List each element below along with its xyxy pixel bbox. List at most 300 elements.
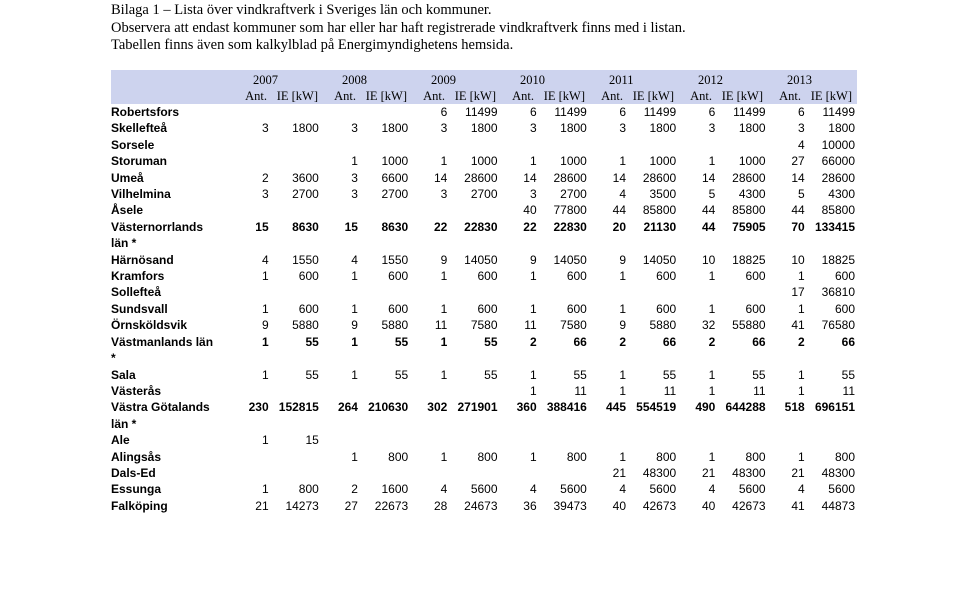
row-name [111, 367, 231, 383]
ie-cell [537, 284, 589, 300]
ie-cell: 388416 [546, 400, 587, 415]
table-row [111, 268, 857, 284]
ie-cell [715, 284, 767, 300]
ant-cell [321, 202, 358, 218]
ie-cell: 21130 [643, 219, 677, 234]
ant-cell: 14 [523, 170, 537, 185]
ant-cell [321, 284, 358, 300]
ie-cell: 600 [656, 301, 677, 316]
table-row [111, 186, 857, 202]
ie-cell [447, 284, 499, 300]
ie-cell [269, 137, 321, 153]
ant-cell: 1 [351, 449, 358, 464]
row-name [111, 170, 231, 186]
ant-cell [410, 137, 447, 153]
ant-cell: 4 [440, 482, 448, 497]
ie-cell: 271901 [457, 400, 498, 415]
ie-cell: 2700 [470, 187, 498, 202]
ie-cell [358, 104, 410, 120]
ant-cell [410, 284, 447, 300]
ant-column-header: Ant. [601, 89, 623, 103]
ie-cell: 48300 [821, 465, 855, 480]
ie-cell: 644288 [725, 400, 766, 415]
ie-cell: 11 [663, 383, 677, 398]
ant-cell [500, 137, 537, 153]
row-name [111, 481, 231, 497]
ie-cell: 11499 [465, 105, 498, 119]
ie-cell: 2700 [381, 187, 409, 202]
ie-cell [269, 202, 321, 218]
ie-cell: 77800 [553, 203, 587, 218]
ant-cell [321, 137, 358, 153]
table-row [111, 104, 857, 120]
ie-cell: 600 [388, 301, 409, 316]
ant-cell: 1 [708, 301, 716, 316]
ie-cell: 66000 [821, 154, 855, 169]
ie-cell: 800 [656, 449, 677, 464]
ant-cell: 3 [261, 121, 269, 136]
ie-cell [358, 465, 410, 481]
ie-cell: 55880 [732, 318, 766, 333]
ie-cell: 696151 [814, 400, 855, 415]
table-row [111, 432, 857, 448]
row-name-line: Dals-Ed [111, 465, 156, 480]
ie-cell: 6600 [381, 170, 409, 185]
ie-cell: 24673 [464, 498, 498, 513]
ant-cell: 4 [261, 252, 269, 267]
table-row [111, 399, 857, 432]
ant-cell: 3 [440, 187, 448, 202]
ie-cell: 22830 [553, 219, 587, 234]
ie-cell: 66 [752, 334, 766, 349]
ant-cell: 9 [261, 318, 269, 333]
ie-cell: 5600 [470, 482, 498, 497]
ant-cell: 6 [708, 105, 716, 119]
ant-cell: 1 [529, 301, 537, 316]
ant-cell: 6 [619, 105, 626, 119]
ant-cell: 32 [701, 318, 716, 333]
ant-cell: 2 [351, 482, 358, 497]
ie-cell: 600 [745, 301, 766, 316]
ant-cell: 4 [619, 187, 626, 202]
ant-cell: 3 [440, 121, 448, 136]
ie-cell [805, 432, 857, 448]
ant-cell: 1 [529, 383, 537, 398]
ant-cell: 1 [529, 269, 537, 284]
ie-cell: 1800 [470, 121, 498, 136]
ant-cell: 3 [261, 187, 269, 202]
ie-cell: 15 [305, 433, 319, 448]
ie-cell: 800 [566, 449, 587, 464]
ant-cell [321, 383, 358, 399]
ie-cell: 28600 [464, 170, 498, 185]
row-name-line: Robertsfors [111, 105, 180, 119]
ie-cell [269, 153, 321, 169]
ant-cell: 1 [440, 154, 448, 169]
row-name [111, 449, 231, 465]
ie-cell [715, 137, 767, 153]
ie-cell: 11 [574, 383, 587, 398]
row-name [111, 202, 231, 218]
ant-cell [231, 449, 268, 465]
ant-cell [500, 284, 537, 300]
ie-cell: 14050 [464, 252, 498, 267]
ie-cell: 55 [305, 367, 319, 382]
ie-cell: 600 [566, 301, 587, 316]
ie-cell: 800 [477, 449, 498, 464]
row-name-line-2: län * [111, 236, 137, 251]
table-row [111, 367, 857, 383]
ie-cell: 48300 [642, 465, 677, 480]
ie-cell: 39473 [553, 498, 587, 513]
ant-cell: 40 [523, 203, 537, 218]
table-row [111, 153, 857, 169]
ant-cell: 1 [708, 449, 716, 464]
ant-cell: 1 [798, 383, 805, 398]
ie-cell: 5600 [738, 482, 766, 497]
ant-cell: 21 [701, 465, 716, 480]
ant-cell: 9 [529, 252, 537, 267]
ie-cell: 210630 [368, 400, 409, 415]
ie-cell: 66 [573, 334, 587, 349]
row-name-line: Härnösand [111, 252, 174, 267]
ie-cell: 11 [842, 383, 855, 398]
ie-cell: 5880 [649, 318, 677, 333]
ant-cell: 36 [523, 498, 537, 513]
ie-cell: 14050 [642, 252, 677, 267]
ant-cell: 2 [798, 334, 805, 349]
ant-cell: 3 [619, 121, 626, 136]
ie-cell: 554519 [636, 400, 677, 415]
ie-cell: 28600 [732, 170, 766, 185]
ant-cell [589, 284, 626, 300]
ant-column-header: Ant. [245, 89, 267, 103]
ant-cell: 44 [612, 203, 626, 218]
ant-cell: 1 [351, 154, 358, 169]
ant-cell: 3 [529, 121, 537, 136]
intro-line-2: Observera att endast kommuner som har eller har haft registrerade vindkraftverk finns med i listan. [111, 19, 686, 36]
ie-column-header: IE [kW] [365, 89, 407, 103]
ant-cell: 14 [612, 170, 626, 185]
ie-column-header: IE [kW] [276, 89, 318, 103]
ie-cell: 5880 [381, 318, 409, 333]
table-row [111, 383, 857, 399]
ant-cell: 1 [261, 482, 269, 497]
table-header [111, 70, 857, 104]
ant-cell: 21 [255, 498, 269, 513]
ie-cell: 800 [834, 449, 855, 464]
ant-cell: 3 [351, 187, 358, 202]
ie-cell [626, 284, 678, 300]
ant-cell: 6 [798, 105, 805, 119]
ie-cell: 7580 [560, 318, 587, 333]
ant-cell: 3 [529, 187, 537, 202]
ant-cell: 1 [798, 301, 805, 316]
table-row [111, 481, 857, 497]
year-header: 2008 [342, 73, 367, 87]
ie-cell: 600 [477, 301, 498, 316]
ie-cell [358, 202, 410, 218]
table-row [111, 252, 857, 268]
ie-cell: 133415 [814, 219, 855, 234]
ant-cell: 44 [701, 203, 716, 218]
ant-cell: 41 [791, 498, 805, 513]
table-row [111, 120, 857, 136]
ant-cell: 4 [619, 482, 626, 497]
table-row [111, 202, 857, 218]
ant-cell [500, 432, 537, 448]
table-row [111, 219, 857, 252]
ant-cell: 1 [351, 367, 358, 382]
ie-cell: 28600 [553, 170, 587, 185]
ant-cell: 41 [791, 318, 805, 333]
ie-cell: 11499 [643, 105, 677, 119]
ant-cell [231, 202, 268, 218]
ant-cell: 15 [255, 219, 269, 234]
ant-cell [589, 432, 626, 448]
ie-cell: 18825 [821, 252, 855, 267]
ant-cell: 4 [351, 252, 358, 267]
ie-cell [269, 383, 321, 399]
ant-cell [410, 383, 447, 399]
row-name-line: Sundsvall [111, 301, 168, 316]
ie-cell: 14050 [553, 252, 587, 267]
row-name-line: Västra Götalands [111, 400, 210, 415]
row-name [111, 104, 231, 120]
ie-cell: 4300 [738, 187, 766, 202]
row-name-line-2: län * [111, 416, 137, 431]
ie-cell: 5600 [828, 482, 855, 497]
ant-cell: 1 [261, 433, 269, 448]
ie-cell [447, 202, 499, 218]
ant-cell: 1 [440, 367, 448, 382]
ant-cell: 1 [708, 383, 716, 398]
row-name-line: Umeå [111, 170, 144, 185]
ie-cell: 11499 [733, 105, 766, 119]
row-name-line: Sala [111, 367, 136, 382]
ie-cell: 85800 [732, 203, 766, 218]
ie-cell: 10000 [821, 137, 855, 152]
intro-line-3: Tabellen finns även som kalkylblad på Energimyndighetens hemsida. [111, 37, 514, 53]
ant-cell: 40 [612, 498, 626, 513]
ant-cell: 302 [427, 400, 448, 415]
ie-cell: 600 [388, 269, 409, 284]
ant-cell: 4 [798, 137, 805, 152]
row-name [111, 252, 231, 268]
ie-cell: 4300 [828, 187, 855, 202]
ie-cell: 55 [484, 367, 498, 382]
ie-column-header: IE [kW] [454, 89, 496, 103]
ant-cell: 22 [523, 219, 537, 234]
ant-cell: 28 [433, 498, 448, 513]
ant-cell: 11 [434, 318, 448, 333]
ant-cell: 70 [791, 219, 805, 234]
row-name-line: Västerås [111, 383, 162, 398]
ie-cell: 1550 [381, 252, 409, 267]
ant-column-header: Ant. [334, 89, 356, 103]
ant-cell: 445 [605, 400, 626, 415]
ant-cell: 44 [701, 219, 716, 234]
ie-cell: 5600 [560, 482, 587, 497]
ie-cell [269, 104, 321, 120]
ant-cell: 264 [337, 400, 358, 415]
wind-power-table [111, 70, 857, 514]
ie-cell: 800 [298, 482, 319, 497]
ie-cell [537, 137, 589, 153]
ie-cell: 600 [834, 269, 855, 284]
ant-cell: 1 [351, 301, 358, 316]
ie-column-header: IE [kW] [721, 89, 763, 103]
ie-cell: 28600 [821, 170, 855, 185]
ie-cell: 55 [573, 367, 587, 382]
ant-cell: 4 [798, 482, 805, 497]
ie-cell: 66 [841, 334, 855, 349]
ant-cell [321, 465, 358, 481]
row-name-line-2: * [111, 351, 116, 366]
ie-cell: 55 [394, 367, 409, 382]
ie-cell: 1800 [828, 121, 855, 136]
ie-cell [447, 137, 499, 153]
ie-cell: 1800 [649, 121, 677, 136]
row-name-line: Alingsås [111, 449, 162, 464]
ie-cell: 1000 [560, 154, 587, 169]
ant-cell: 1 [261, 269, 269, 284]
ie-cell: 18825 [732, 252, 766, 267]
row-name [111, 465, 231, 481]
ie-cell: 3600 [292, 170, 319, 185]
ant-cell: 2 [529, 334, 537, 349]
ant-column-header: Ant. [690, 89, 712, 103]
ant-cell: 1 [529, 367, 537, 382]
row-name [111, 334, 231, 367]
row-name [111, 383, 231, 399]
ant-cell: 15 [344, 219, 358, 234]
row-name-line: Skellefteå [111, 121, 168, 136]
ie-cell: 5600 [649, 482, 677, 497]
ie-cell: 48300 [732, 465, 766, 480]
ie-cell [715, 432, 767, 448]
ie-cell [358, 383, 410, 399]
ant-cell: 2 [619, 334, 626, 349]
ie-cell: 1800 [560, 121, 587, 136]
ant-cell: 1 [619, 269, 626, 284]
ie-cell: 36810 [821, 285, 855, 300]
ant-cell: 10 [701, 252, 716, 267]
ant-cell [231, 104, 268, 120]
ie-cell: 1800 [292, 121, 319, 136]
ie-cell: 600 [745, 269, 766, 284]
ant-cell: 14 [701, 170, 716, 185]
ie-cell: 1000 [381, 154, 409, 169]
ie-cell: 44873 [821, 498, 855, 513]
ant-cell: 1 [798, 269, 805, 284]
ant-cell: 6 [440, 105, 448, 119]
ant-cell: 17 [791, 285, 805, 300]
ant-cell: 518 [784, 400, 805, 415]
ie-cell: 22673 [374, 498, 409, 513]
intro-text [111, 2, 686, 55]
ie-cell: 55 [394, 334, 409, 349]
ant-cell [589, 137, 626, 153]
ie-cell: 600 [298, 301, 319, 316]
ant-cell: 1 [529, 449, 537, 464]
ie-cell: 85800 [821, 203, 855, 218]
row-name [111, 284, 231, 300]
ant-cell [678, 137, 715, 153]
ant-cell: 1 [708, 154, 716, 169]
row-name [111, 317, 231, 333]
ant-cell: 21 [612, 465, 626, 480]
ie-cell: 22830 [464, 219, 498, 234]
ant-cell: 20 [612, 219, 626, 234]
ie-cell [447, 383, 499, 399]
table-row [111, 334, 857, 367]
ie-cell: 1550 [292, 252, 319, 267]
ie-cell [537, 432, 589, 448]
ant-cell: 11 [524, 318, 537, 333]
row-name-line: Storuman [111, 154, 168, 169]
ant-cell: 9 [619, 252, 626, 267]
table-row [111, 170, 857, 186]
row-name-line: Ale [111, 433, 130, 448]
ant-cell: 1 [619, 154, 626, 169]
ie-cell: 600 [834, 301, 855, 316]
ie-cell: 1000 [738, 154, 766, 169]
ant-cell: 2 [261, 170, 269, 185]
ie-cell: 1000 [470, 154, 498, 169]
ie-cell [626, 137, 678, 153]
ant-column-header: Ant. [512, 89, 534, 103]
ie-cell: 2700 [560, 187, 587, 202]
ant-cell: 360 [516, 400, 537, 415]
ie-cell: 600 [298, 269, 319, 284]
row-name-line: Åsele [111, 203, 144, 218]
table-row [111, 498, 857, 514]
ant-cell: 1 [440, 334, 448, 349]
ant-cell: 1 [798, 449, 805, 464]
row-name [111, 120, 231, 136]
year-header: 2011 [609, 73, 634, 87]
ie-cell: 75905 [732, 219, 766, 234]
ant-cell: 1 [261, 301, 269, 316]
ant-cell [321, 432, 358, 448]
ant-cell [321, 104, 358, 120]
row-name-line: Kramfors [111, 269, 165, 284]
ie-cell: 7580 [470, 318, 498, 333]
table-row [111, 449, 857, 465]
table-row [111, 465, 857, 481]
ant-cell: 1 [708, 269, 716, 284]
row-name-line: Sorsele [111, 137, 155, 152]
year-header: 2013 [787, 73, 812, 87]
ant-cell: 14 [791, 170, 805, 185]
ie-cell [626, 432, 678, 448]
ant-cell: 490 [695, 400, 716, 415]
ant-cell: 5 [798, 187, 805, 202]
ant-cell [768, 432, 805, 448]
ant-cell: 27 [344, 498, 358, 513]
ie-cell: 11499 [554, 105, 587, 119]
ant-cell: 1 [440, 301, 448, 316]
ant-cell: 1 [261, 367, 269, 382]
row-name-line: Västmanlands län [111, 334, 214, 349]
ie-cell [358, 284, 410, 300]
ie-cell: 1800 [381, 121, 409, 136]
ie-cell: 55 [305, 334, 319, 349]
ie-cell: 8630 [381, 219, 409, 234]
row-name [111, 399, 231, 432]
ie-cell [447, 465, 499, 481]
